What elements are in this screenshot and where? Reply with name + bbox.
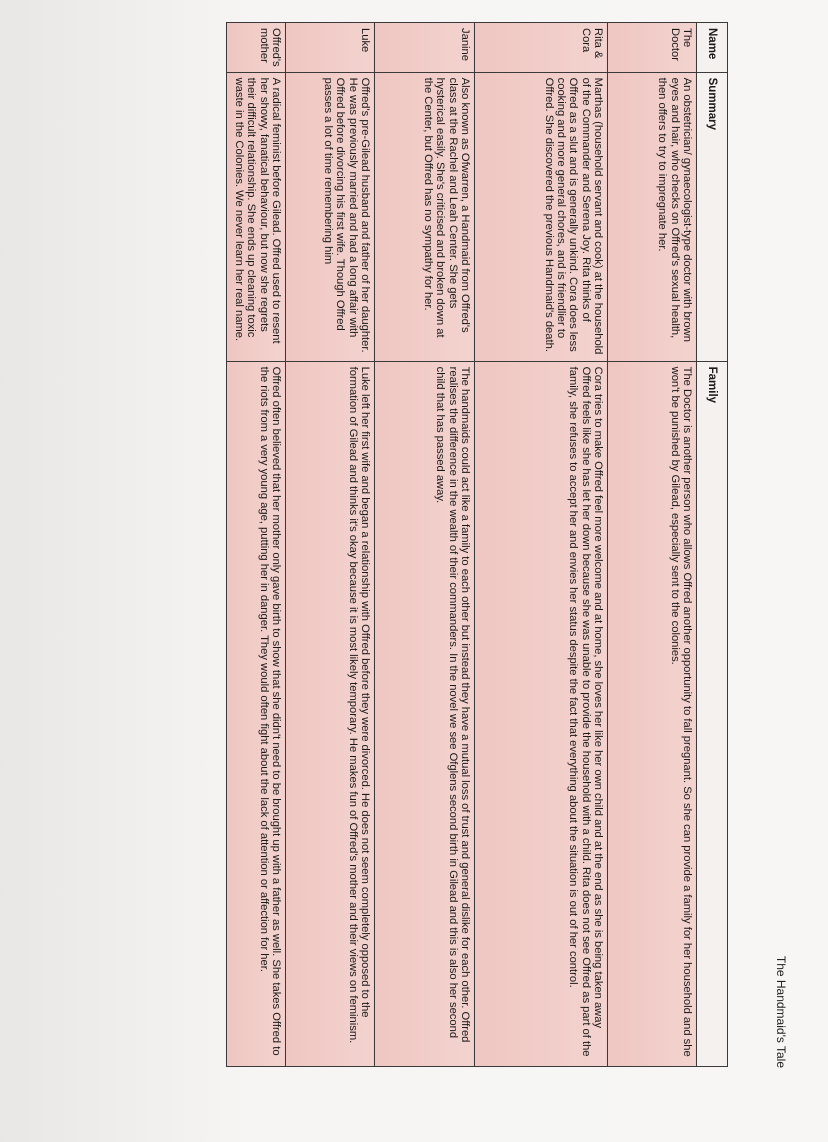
cell-family: The Doctor is another person who allows Offred another opportunity to fall pregnant. So she can provide a family for her household and she won't be punished by Gilead, especially sent to the colonies. [608, 361, 697, 1066]
table-row [286, 23, 375, 1067]
cell-name: Luke [286, 23, 375, 73]
cell-name: Rita & Cora [475, 23, 608, 73]
cell-family: The handmaids could act like a family to each other but instead they have a mutual loss of trust and general dislike for each other. Offred realises the difference in the wealth of their commanders. In the novel we see Ofglens second birth in Gilead and this is also her second child that has passed away. [375, 361, 475, 1066]
cell-name: Janine [375, 23, 475, 73]
cell-summary: Also known as Ofwarren, a Handmaid from Offred's class at the Rachel and Leah Center. She gets hysterical easily. She's criticised and broken down at the Center, but Offred has no sympathy for her. [375, 72, 475, 361]
cell-family: Cora tries to make Offred feel more welcome and at home, she loves her like her own child and at the end as she is being taken away Offred feels like she has let her down because she was unable to provide the household with a child. Rita does not see Offred as part of the family, she refuses to accept her and envies her status despite the fact that everything about the situation is out of her control. [475, 361, 608, 1066]
table-row [475, 23, 608, 1067]
header-name: Name [697, 23, 728, 73]
table-row [227, 23, 286, 1067]
table-row [608, 23, 697, 1067]
cell-summary: Offred's pre-Gilead husband and father of her daughter. He was previously married and had a long affair with Offred before divorcing his first wife. Though Offred passes a lot of time remembering him [286, 72, 375, 361]
character-table [226, 22, 728, 1067]
cell-summary: Marthas (household servant and cook) at the household of the Commander and Serena Joy. Rita thinks of Offred as a slut and is generally unkind. Cora does less cooking and more general chores, and is friendlier to Offred. She discovered the previous Handmaid's death. [475, 72, 608, 361]
table-row [375, 23, 475, 1067]
cell-family: Luke left her first wife and began a relationship with Offred before they were divorced. He does not seem completely opposed to the formation of Gilead and thinks it's okay because it is most likely temporary. He makes fun of Offred's mother and their views on feminism. [286, 361, 375, 1066]
header-family: Family [697, 361, 728, 1066]
cell-name: Offred's mother [227, 23, 286, 73]
cell-family: Offred often believed that her mother only gave birth to show that she didn't need to be brought up with a father as well. She takes Offred to the riots from a very young age, putting her in danger. They would often fight about the lack of attention or affection for her. [227, 361, 286, 1066]
document-title: The Handmaid's Tale [774, 955, 788, 1068]
header-summary: Summary [697, 72, 728, 361]
table-header-row [697, 23, 728, 1067]
cell-summary: An obstetrician/ gynaecologist-type doctor with brown eyes and hair, who checks on Offred's sexual health, then offers to try to impregnate her. [608, 72, 697, 361]
cell-name: The Doctor [608, 23, 697, 73]
cell-summary: A radical feminist before Gilead. Offred used to resent her showy, fanatical behaviour, but now she regrets their difficult relationship. She ends up cleaning toxic waste in the Colonies. We never learn her real name. [227, 72, 286, 361]
